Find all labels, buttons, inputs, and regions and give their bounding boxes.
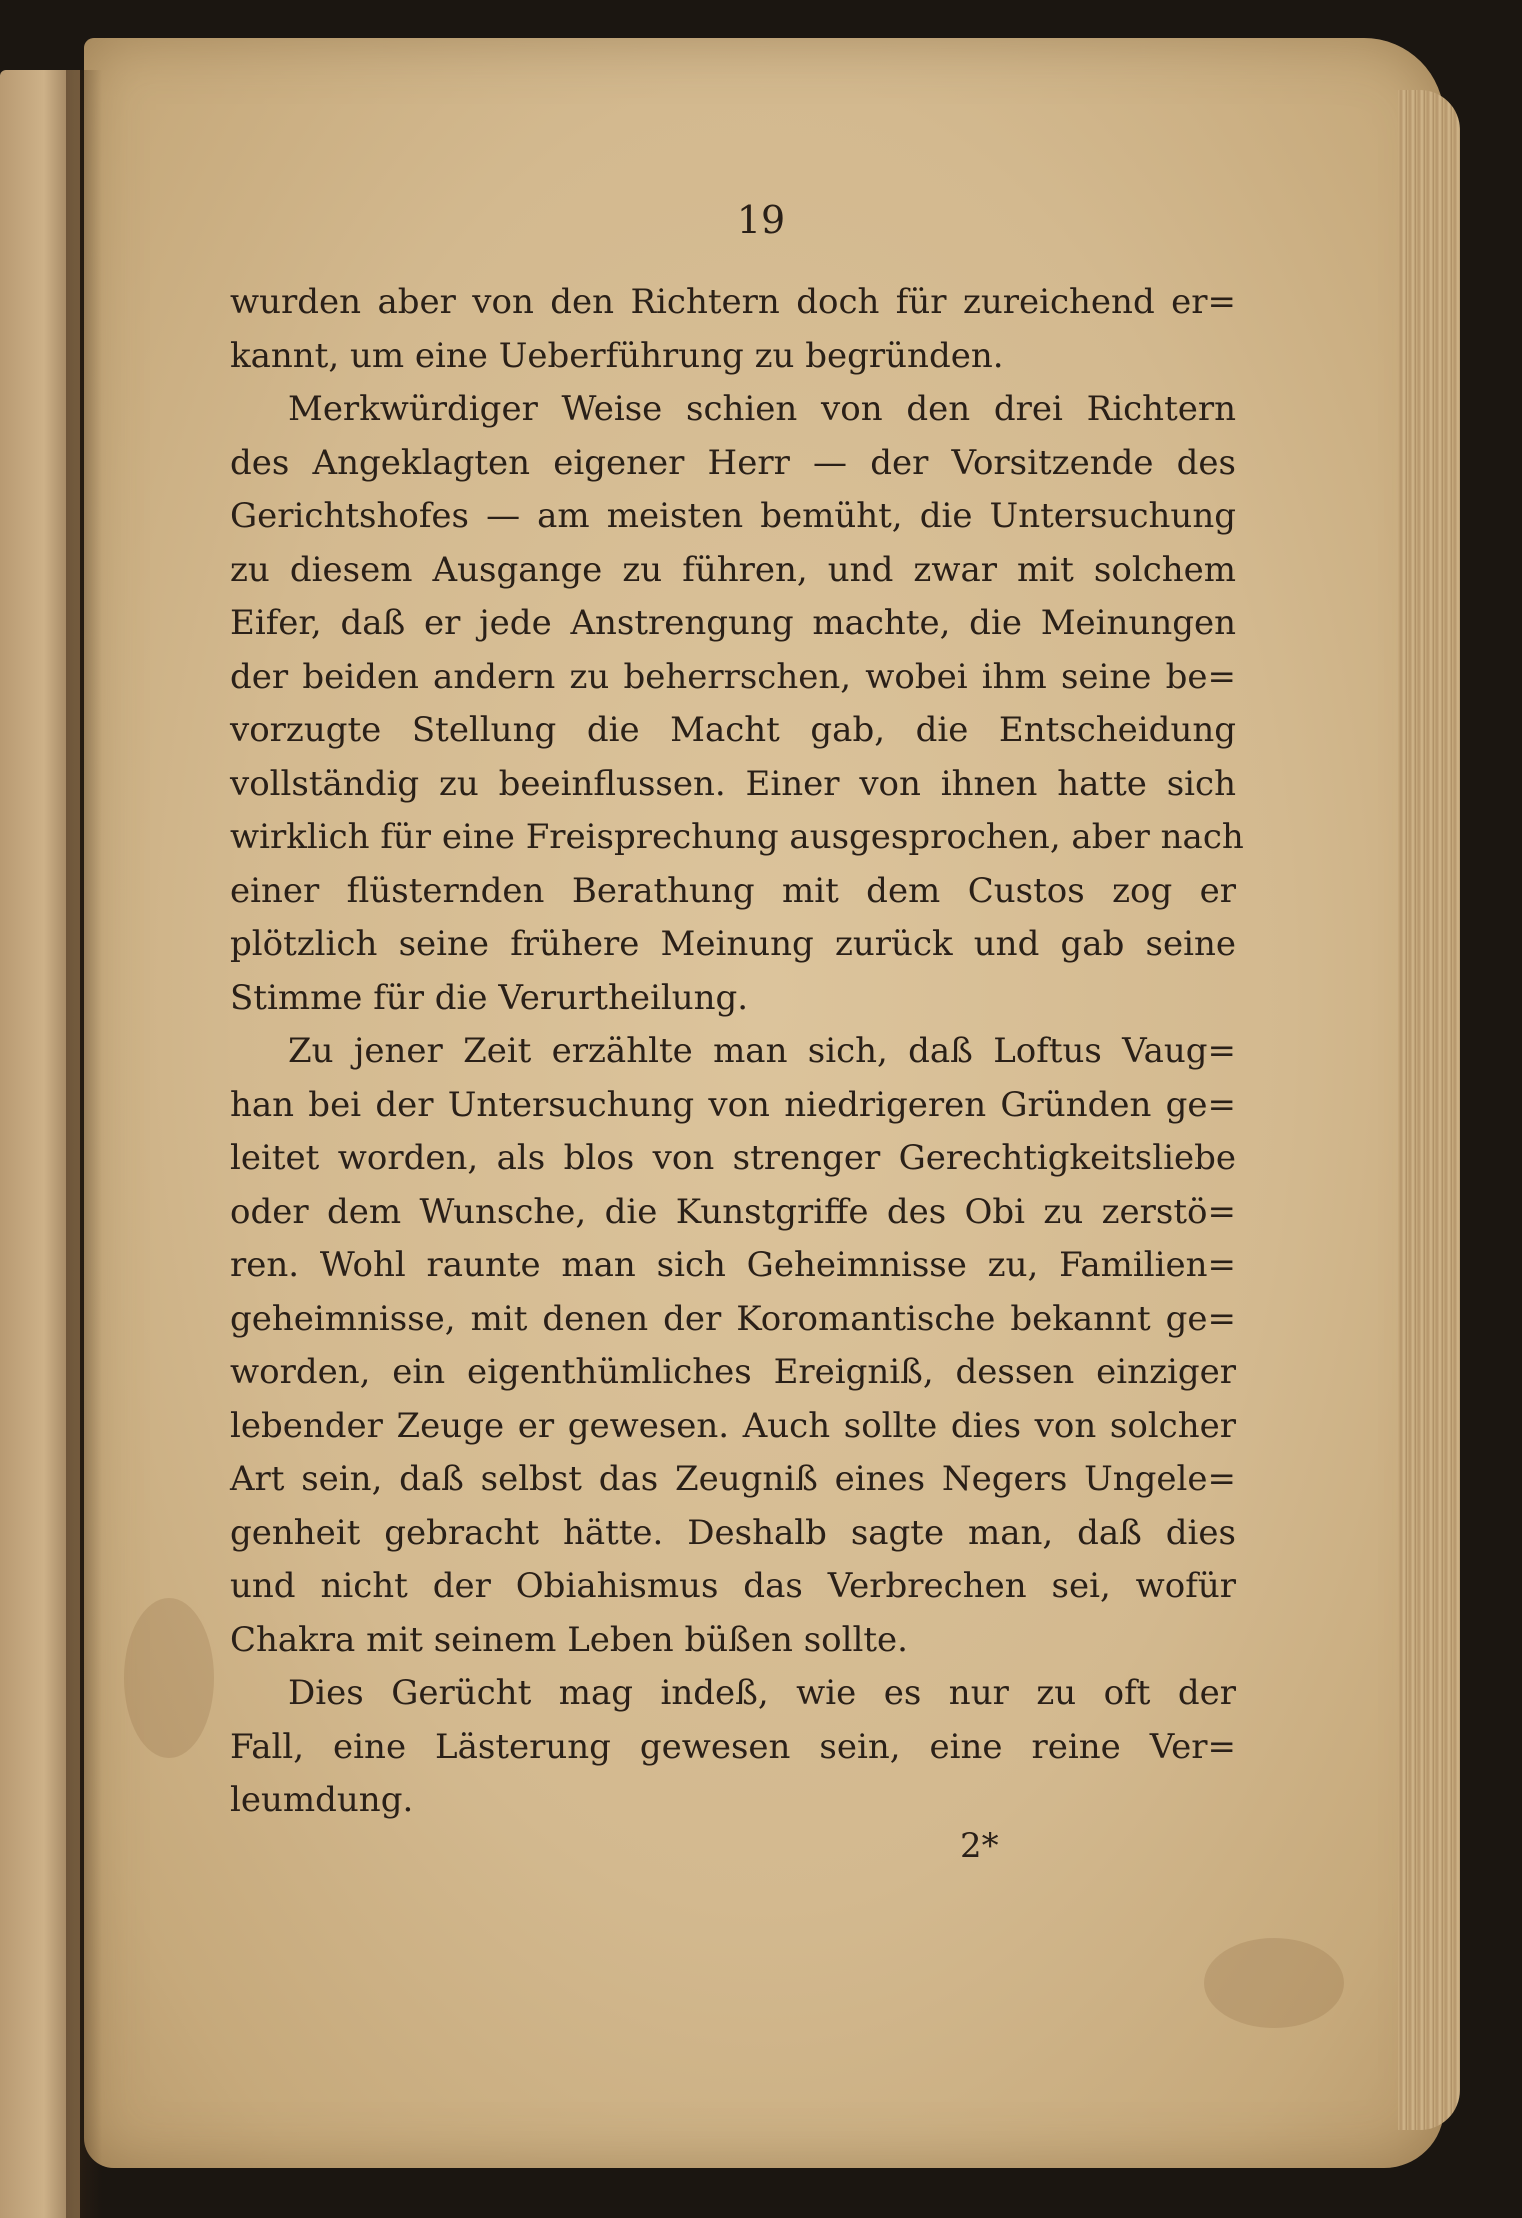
text-line: lebender Zeuge er gewesen. Auch sollte dies von solcher <box>230 1405 1236 1446</box>
text-line: vorzugte Stellung die Macht gab, die Entscheidung <box>230 710 1236 750</box>
text-line: genheit gebracht hätte. Deshalb sagte man, daß dies <box>230 1512 1236 1553</box>
spine-shadow <box>66 70 102 2218</box>
text-line: Art sein, daß selbst das Zeugniß eines Negers Ungele= <box>230 1459 1236 1499</box>
signature-mark: 2* <box>960 1826 999 1866</box>
text-line: Gerichtshofes — am meisten bemüht, die Untersuchung <box>230 496 1236 536</box>
text-line: Stimme für die Verurtheilung. <box>230 977 749 1018</box>
text-line: wurden aber von den Richtern doch für zureichend er= <box>230 282 1236 322</box>
text-line: leumdung. <box>230 1780 414 1820</box>
text-line: Dies Gerücht mag indeß, wie es nur zu oft der <box>288 1673 1236 1713</box>
text-line: han bei der Untersuchung von niedrigeren Gründen ge= <box>230 1084 1236 1125</box>
text-line: leitet worden, als blos von strenger Gerechtigkeitsliebe <box>230 1138 1236 1178</box>
text-line: Eifer, daß er jede Anstrengung machte, die Meinungen <box>230 603 1236 643</box>
text-line: des Angeklagten eigener Herr — der Vorsitzende des <box>230 442 1236 483</box>
text-line: worden, ein eigenthümliches Ereigniß, dessen einziger <box>230 1352 1236 1392</box>
page-number: 19 <box>736 198 786 242</box>
page-stain <box>1204 1938 1344 2028</box>
text-line: ren. Wohl raunte man sich Geheimnisse zu, Familien= <box>230 1245 1236 1285</box>
text-line: Zu jener Zeit erzählte man sich, daß Loftus Vaug= <box>288 1031 1236 1071</box>
text-line: Chakra mit seinem Leben büßen sollte. <box>230 1619 908 1660</box>
text-line: Merkwürdiger Weise schien von den drei Richtern <box>288 389 1236 429</box>
text-line: einer flüsternden Berathung mit dem Custos zog er <box>230 870 1236 911</box>
text-line: plötzlich seine frühere Meinung zurück und gab seine <box>230 924 1236 964</box>
text-line: wirklich für eine Freisprechung ausgesprochen, aber nach <box>230 817 1244 857</box>
text-line: Fall, eine Lästerung gewesen sein, eine reine Ver= <box>230 1726 1236 1767</box>
body-text <box>230 276 1244 1828</box>
text-line: kannt, um eine Ueberführung zu begründen. <box>230 335 1004 376</box>
text-line: der beiden andern zu beherrschen, wobei ihm seine be= <box>230 656 1236 697</box>
page-stain <box>124 1598 214 1758</box>
text-line: vollständig zu beeinflussen. Einer von ihnen hatte sich <box>230 763 1236 804</box>
text-line: geheimnisse, mit denen der Koromantische bekannt ge= <box>230 1298 1236 1339</box>
page-edges <box>1398 90 1460 2130</box>
text-line: zu diesem Ausgange zu führen, und zwar mit solchem <box>230 549 1236 590</box>
text-line: oder dem Wunsche, die Kunstgriffe des Obi zu zerstö= <box>230 1191 1236 1232</box>
text-line: und nicht der Obiahismus das Verbrechen sei, wofür <box>230 1566 1236 1606</box>
